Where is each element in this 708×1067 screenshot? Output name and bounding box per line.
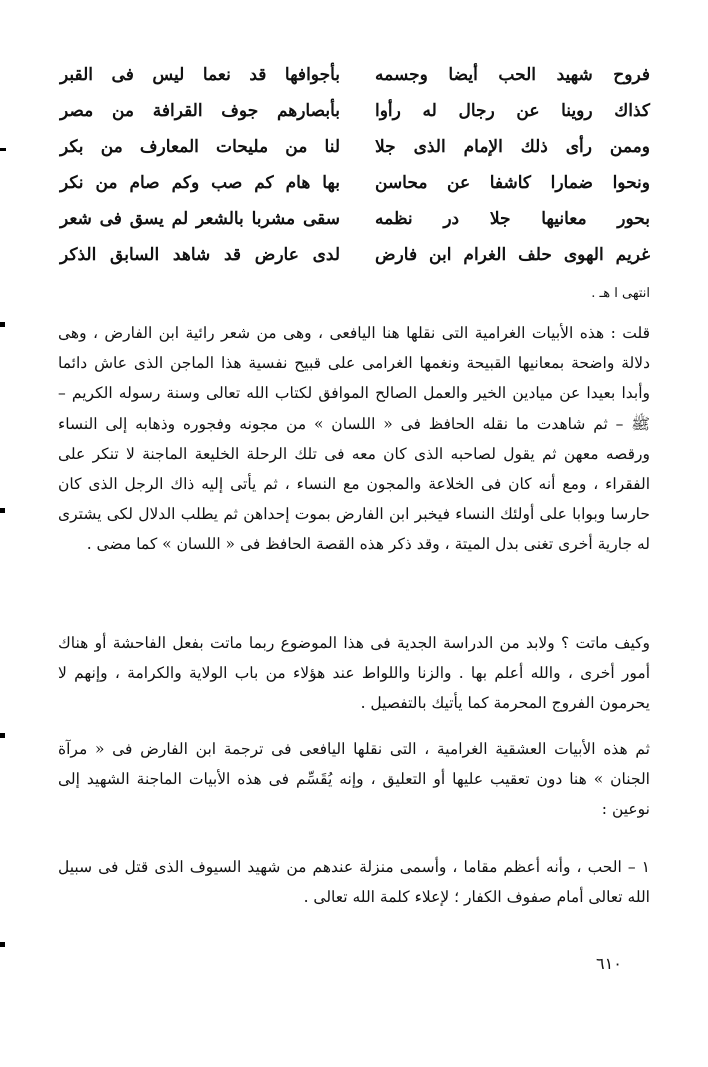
verse-second-hemistich: بأبصارهم جوف القرافة من مصر: [60, 101, 340, 121]
poem-verse: [60, 58, 650, 94]
numbered-point-paragraph: ١ – الحب ، وأنه أعظم مقاما ، وأسمى منزلة عندهم من شهيد السيوف الذى قتل فى سبيل الله تعالى أمام صفوف الكفار ؛ لإعلاء كلمة الله تعالى .: [58, 858, 650, 907]
poem-verse: [60, 202, 650, 238]
quote-end-note: انتهى ا هـ .: [591, 286, 650, 301]
commentary-paragraph: قلت : هذه الأبيات الغرامية التى نقلها هنا اليافعى ، وهى من شعر رائية ابن الفارض ، وهى دلالة واضحة بمعانيها القبيحة ونغمها الغرامى على قبيح نفسية هذا الماجن الذى عاش دائما وأبدا بعيدا عن ميادين الخير والعمل الصالح الموافق لكتاب الله تعالى وسنة رسوله الكريم – ﷺ – ثم شاهدت ما نقله الحافظ فى « اللسان » من مجونه وفجوره وذهابه إلى النساء ورقصه معهن ثم يقول لصاحبه الذى كان معه فى تلك الرحلة الخليعة الماجنة لا تنكر على الفقراء ، ومع أنه كان فى الخلاعة والمجون مع النساء ، ثم يأتى إليه ذاك الرجل الذى كان حارسا وبوابا على أولئك النساء فيخبر ابن الفارض بموت إحداهن ثم يطلب الدلال لكى يشترى له جارية أخرى تغنى بدل الميتة ، وقد ذكر هذه القصة الحافظ فى « اللسان » كما مضى .: [58, 324, 650, 554]
verse-first-hemistich: وممن رأى ذلك الإمام الذى جلا: [375, 137, 650, 157]
poem-verse: [60, 166, 650, 202]
poem-block: [60, 58, 650, 278]
page-number: ٦١٠: [596, 954, 622, 973]
margin-dot-mark: [0, 322, 5, 327]
verse-second-hemistich: سقى مشربا بالشعر لم يسق فى شعر: [60, 209, 340, 229]
poem-verse: [60, 94, 650, 130]
verse-second-hemistich: بها هام كم صب وكم صام من نكر: [60, 173, 340, 193]
margin-dot-mark: [0, 733, 5, 738]
verse-first-hemistich: بحور معانيها جلا در نظمه: [375, 209, 650, 229]
verse-first-hemistich: كذاك روينا عن رجال له رأوا: [375, 101, 650, 121]
commentary-paragraph: وكيف ماتت ؟ ولابد من الدراسة الجدية فى هذا الموضوع ربما ماتت بفعل الفاحشة أو هناك أمور أخرى ، والله أعلم بها . والزنا واللواط عند هؤلاء من باب الولاية والكرامة ، وإنهم لا يحرمون الفروج المحرمة كما يأتيك بالتفصيل .: [58, 634, 650, 713]
commentary-paragraph: ثم هذه الأبيات العشقية الغرامية ، التى نقلها اليافعى فى ترجمة ابن الفارض فى « مرآة الجنان » هنا دون تعقيب عليها أو التعليق ، وإنه يُقَسِّم فى هذه الأبيات الماجنة الشهيد إلى نوعين :: [58, 740, 650, 819]
verse-second-hemistich: بأجوافها قد نعما ليس فى القبر: [60, 65, 340, 85]
poem-verse: [60, 238, 650, 274]
verse-first-hemistich: فروح شهيد الحب أيضا وجسمه: [375, 65, 650, 85]
margin-dot-mark: [0, 942, 5, 947]
poem-verse: [60, 130, 650, 166]
verse-first-hemistich: ونحوا ضمارا كاشفا عن محاسن: [375, 173, 650, 193]
verse-first-hemistich: غريم الهوى حلف الغرام ابن فارض: [375, 245, 650, 265]
margin-dash-mark: [0, 148, 6, 151]
margin-dot-mark: [0, 508, 5, 513]
verse-second-hemistich: لنا من مليحات المعارف من بكر: [60, 137, 340, 157]
verse-second-hemistich: لدى عارض قد شاهد السابق الذكر: [60, 245, 340, 265]
